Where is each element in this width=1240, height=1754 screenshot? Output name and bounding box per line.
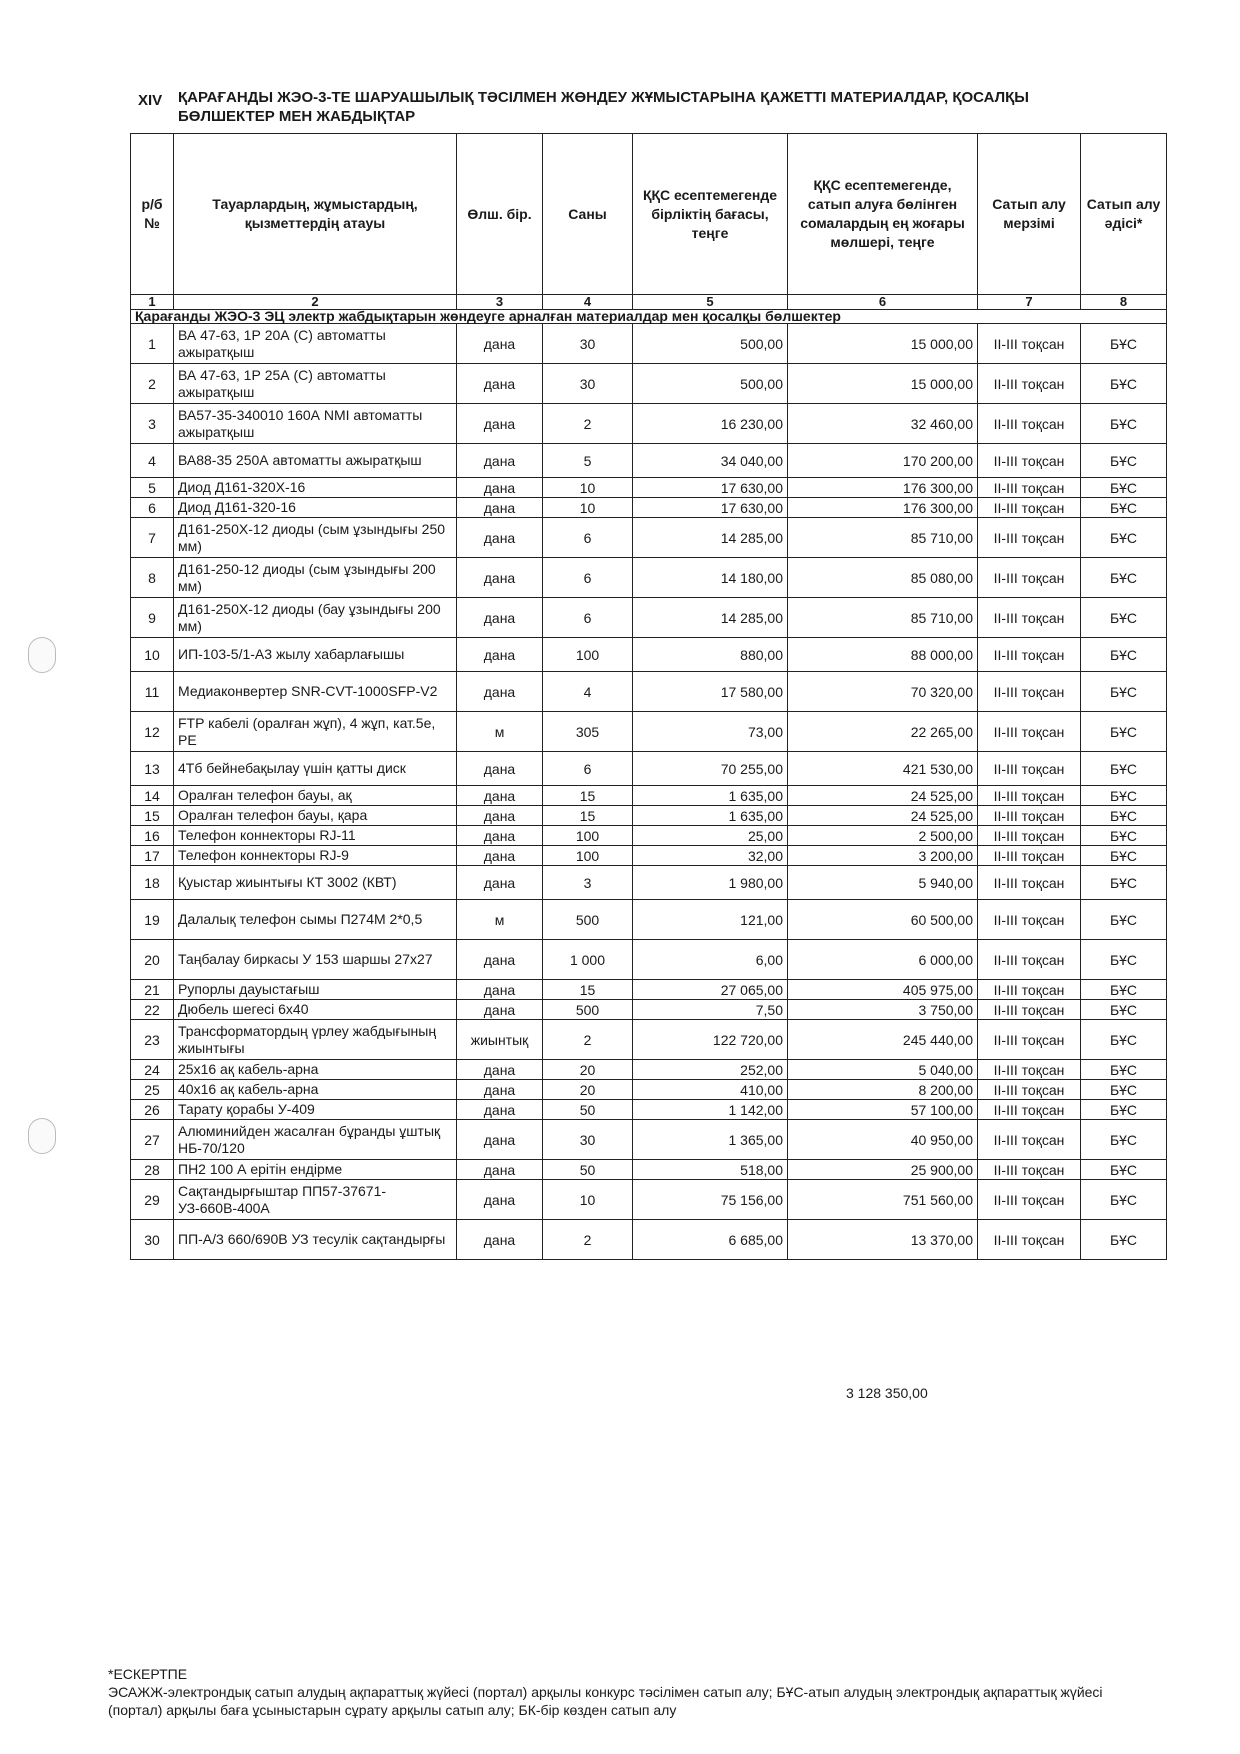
row-number: 12 <box>131 712 174 752</box>
table-row <box>131 518 1167 558</box>
row-number: 23 <box>131 1020 174 1060</box>
item-unit: дана <box>457 444 543 478</box>
item-total: 25 900,00 <box>788 1160 978 1180</box>
item-name: ПП-А/3 660/690В УЗ тесулік сақтандырғы <box>174 1220 457 1260</box>
item-total: 40 950,00 <box>788 1120 978 1160</box>
item-quantity: 5 <box>543 444 633 478</box>
table-row <box>131 364 1167 404</box>
table-row <box>131 638 1167 672</box>
item-name: Далалық телефон сымы П274М 2*0,5 <box>174 900 457 940</box>
item-method: БҰС <box>1081 672 1167 712</box>
row-number: 27 <box>131 1120 174 1160</box>
item-term: ІІ-ІІІ тоқсан <box>978 846 1081 866</box>
item-unit-price: 73,00 <box>633 712 788 752</box>
item-method: БҰС <box>1081 712 1167 752</box>
item-total: 85 080,00 <box>788 558 978 598</box>
item-term: ІІ-ІІІ тоқсан <box>978 518 1081 558</box>
footnote-text: ЭСАЖЖ-электрондық сатып алудың ақпараттық жүйесі (портал) арқылы конкурс тәсілімен сатып алу; БҰС-атып алудың электрондық ақпараттық жүйесі (портал) арқылы баға ұсыныстарын сұрату арқылы сатып алу; БК-бір көзден сатып алу <box>108 1684 1103 1718</box>
row-number: 3 <box>131 404 174 444</box>
item-method: БҰС <box>1081 1080 1167 1100</box>
item-name: ВА 47-63, 1Р 20А (С) автоматты ажыратқыш <box>174 324 457 364</box>
item-unit: дана <box>457 1080 543 1100</box>
item-total: 5 040,00 <box>788 1060 978 1080</box>
item-unit-price: 25,00 <box>633 826 788 846</box>
item-unit: дана <box>457 498 543 518</box>
item-total: 2 500,00 <box>788 826 978 846</box>
document-title: ҚАРАҒАНДЫ ЖЭО-3-ТЕ ШАРУАШЫЛЫҚ ТӘСІЛМЕН ЖӨНДЕУ ЖҰМЫСТАРЫНА ҚАЖЕТТІ МАТЕРИАЛДАР, ҚОСАЛҚЫ БӨЛШЕКТЕР МЕН ЖАБДЫҚТАР <box>178 89 1029 125</box>
item-unit-price: 1 365,00 <box>633 1120 788 1160</box>
table-row <box>131 404 1167 444</box>
item-name: Оралған телефон бауы, қара <box>174 806 457 826</box>
table-row <box>131 1220 1167 1260</box>
column-number: 2 <box>174 295 457 310</box>
grand-total: 3 128 350,00 <box>846 1385 928 1401</box>
item-method: БҰС <box>1081 846 1167 866</box>
item-quantity: 100 <box>543 826 633 846</box>
item-unit: дана <box>457 786 543 806</box>
item-total: 32 460,00 <box>788 404 978 444</box>
item-method: БҰС <box>1081 404 1167 444</box>
column-number: 8 <box>1081 295 1167 310</box>
table-row <box>131 712 1167 752</box>
table-row <box>131 752 1167 786</box>
item-unit: дана <box>457 558 543 598</box>
table-row <box>131 598 1167 638</box>
item-term: ІІ-ІІІ тоқсан <box>978 940 1081 980</box>
item-unit: дана <box>457 1160 543 1180</box>
row-number: 11 <box>131 672 174 712</box>
item-method: БҰС <box>1081 866 1167 900</box>
table-row <box>131 940 1167 980</box>
table-row <box>131 826 1167 846</box>
table-row <box>131 866 1167 900</box>
item-quantity: 15 <box>543 980 633 1000</box>
item-method: БҰС <box>1081 638 1167 672</box>
item-method: БҰС <box>1081 1060 1167 1080</box>
item-unit-price: 14 285,00 <box>633 598 788 638</box>
row-number: 24 <box>131 1060 174 1080</box>
item-unit-price: 1 635,00 <box>633 786 788 806</box>
item-method: БҰС <box>1081 598 1167 638</box>
row-number: 6 <box>131 498 174 518</box>
item-quantity: 500 <box>543 900 633 940</box>
item-method: БҰС <box>1081 478 1167 498</box>
item-quantity: 3 <box>543 866 633 900</box>
item-term: ІІ-ІІІ тоқсан <box>978 980 1081 1000</box>
item-term: ІІ-ІІІ тоқсан <box>978 786 1081 806</box>
header-cell-term: Сатып алу мерзімі <box>978 134 1081 295</box>
item-term: ІІ-ІІІ тоқсан <box>978 364 1081 404</box>
item-term: ІІ-ІІІ тоқсан <box>978 1160 1081 1180</box>
item-method: БҰС <box>1081 364 1167 404</box>
item-term: ІІ-ІІІ тоқсан <box>978 1060 1081 1080</box>
item-quantity: 50 <box>543 1100 633 1120</box>
item-unit-price: 500,00 <box>633 364 788 404</box>
item-name: Д161-250Х-12 диоды (сым ұзындығы 250 мм) <box>174 518 457 558</box>
table-row <box>131 672 1167 712</box>
item-unit-price: 500,00 <box>633 324 788 364</box>
item-unit-price: 1 142,00 <box>633 1100 788 1120</box>
item-unit-price: 32,00 <box>633 846 788 866</box>
column-number: 6 <box>788 295 978 310</box>
item-total: 245 440,00 <box>788 1020 978 1060</box>
row-number: 29 <box>131 1180 174 1220</box>
item-unit: дана <box>457 1060 543 1080</box>
row-number: 10 <box>131 638 174 672</box>
row-number: 2 <box>131 364 174 404</box>
punch-hole <box>28 1118 56 1154</box>
item-total: 3 750,00 <box>788 1000 978 1020</box>
item-method: БҰС <box>1081 1220 1167 1260</box>
column-number: 3 <box>457 295 543 310</box>
item-quantity: 50 <box>543 1160 633 1180</box>
table-row <box>131 900 1167 940</box>
item-quantity: 2 <box>543 1220 633 1260</box>
item-term: ІІ-ІІІ тоқсан <box>978 712 1081 752</box>
item-name: Дюбель шегесі 6х40 <box>174 1000 457 1020</box>
row-number: 7 <box>131 518 174 558</box>
item-total: 24 525,00 <box>788 806 978 826</box>
table-row <box>131 1080 1167 1100</box>
row-number: 1 <box>131 324 174 364</box>
item-term: ІІ-ІІІ тоқсан <box>978 900 1081 940</box>
item-quantity: 10 <box>543 498 633 518</box>
item-unit: дана <box>457 478 543 498</box>
item-name: ВА57-35-340010 160А NMI автоматты ажыратқыш <box>174 404 457 444</box>
item-name: 25х16 ақ кабель-арна <box>174 1060 457 1080</box>
item-unit: дана <box>457 364 543 404</box>
punch-hole <box>28 637 56 673</box>
item-quantity: 15 <box>543 786 633 806</box>
item-unit: дана <box>457 1120 543 1160</box>
item-name: ПН2 100 А ерітін ендірме <box>174 1160 457 1180</box>
row-number: 19 <box>131 900 174 940</box>
item-quantity: 30 <box>543 1120 633 1160</box>
table-row <box>131 806 1167 826</box>
table-row <box>131 846 1167 866</box>
item-term: ІІ-ІІІ тоқсан <box>978 558 1081 598</box>
item-method: БҰС <box>1081 806 1167 826</box>
item-unit-price: 14 285,00 <box>633 518 788 558</box>
item-term: ІІ-ІІІ тоқсан <box>978 752 1081 786</box>
table-row <box>131 980 1167 1000</box>
item-name: 4Тб бейнебақылау үшін қатты диск <box>174 752 457 786</box>
item-total: 15 000,00 <box>788 324 978 364</box>
item-unit-price: 70 255,00 <box>633 752 788 786</box>
row-number: 5 <box>131 478 174 498</box>
item-unit: м <box>457 900 543 940</box>
item-term: ІІ-ІІІ тоқсан <box>978 498 1081 518</box>
item-quantity: 6 <box>543 518 633 558</box>
table-row <box>131 498 1167 518</box>
item-unit: дана <box>457 1180 543 1220</box>
item-unit-price: 34 040,00 <box>633 444 788 478</box>
table-row <box>131 558 1167 598</box>
item-name: Медиаконвертер SNR-CVT-1000SFP-V2 <box>174 672 457 712</box>
item-unit: дана <box>457 826 543 846</box>
item-method: БҰС <box>1081 1180 1167 1220</box>
item-unit-price: 75 156,00 <box>633 1180 788 1220</box>
item-term: ІІ-ІІІ тоқсан <box>978 1100 1081 1120</box>
item-unit: дана <box>457 518 543 558</box>
item-name: Трансформатордың үрлеу жабдығының жиынтығы <box>174 1020 457 1060</box>
item-unit-price: 17 630,00 <box>633 478 788 498</box>
item-unit-price: 252,00 <box>633 1060 788 1080</box>
row-number: 8 <box>131 558 174 598</box>
item-unit-price: 6 685,00 <box>633 1220 788 1260</box>
row-number: 15 <box>131 806 174 826</box>
item-name: Алюминийден жасалған бұранды ұштық НБ-70/120 <box>174 1120 457 1160</box>
table-row <box>131 444 1167 478</box>
item-name: Телефон коннекторы RJ-9 <box>174 846 457 866</box>
item-unit-price: 16 230,00 <box>633 404 788 444</box>
table-body <box>131 295 1167 1260</box>
item-unit-price: 518,00 <box>633 1160 788 1180</box>
item-name: Рупорлы дауыстағыш <box>174 980 457 1000</box>
item-total: 751 560,00 <box>788 1180 978 1220</box>
item-name: Д161-250-12 диоды (сым ұзындығы 200 мм) <box>174 558 457 598</box>
item-unit-price: 6,00 <box>633 940 788 980</box>
item-method: БҰС <box>1081 444 1167 478</box>
item-name: Оралған телефон бауы, ақ <box>174 786 457 806</box>
row-number: 28 <box>131 1160 174 1180</box>
table-header <box>131 134 1167 295</box>
item-term: ІІ-ІІІ тоқсан <box>978 672 1081 712</box>
item-method: БҰС <box>1081 900 1167 940</box>
item-total: 405 975,00 <box>788 980 978 1000</box>
row-number: 9 <box>131 598 174 638</box>
item-total: 13 370,00 <box>788 1220 978 1260</box>
footnote <box>108 1665 1108 1719</box>
item-unit-price: 880,00 <box>633 638 788 672</box>
item-unit: дана <box>457 752 543 786</box>
table-row <box>131 1060 1167 1080</box>
item-quantity: 4 <box>543 672 633 712</box>
header-cell-qty: Саны <box>543 134 633 295</box>
item-quantity: 305 <box>543 712 633 752</box>
item-total: 421 530,00 <box>788 752 978 786</box>
table-row <box>131 1100 1167 1120</box>
item-unit: м <box>457 712 543 752</box>
item-unit-price: 121,00 <box>633 900 788 940</box>
item-total: 15 000,00 <box>788 364 978 404</box>
table-row <box>131 786 1167 806</box>
item-method: БҰС <box>1081 558 1167 598</box>
item-unit-price: 410,00 <box>633 1080 788 1100</box>
item-unit: дана <box>457 404 543 444</box>
item-method: БҰС <box>1081 786 1167 806</box>
table-row <box>131 1020 1167 1060</box>
item-unit-price: 14 180,00 <box>633 558 788 598</box>
item-total: 170 200,00 <box>788 444 978 478</box>
item-method: БҰС <box>1081 498 1167 518</box>
item-name: ВА88-35 250А автоматты ажыратқыш <box>174 444 457 478</box>
item-term: ІІ-ІІІ тоқсан <box>978 1080 1081 1100</box>
item-total: 176 300,00 <box>788 478 978 498</box>
header-cell-total: ҚҚС есептемегенде, сатып алуға бөлінген сомалардың ең жоғары мөлшері, теңге <box>788 134 978 295</box>
item-total: 60 500,00 <box>788 900 978 940</box>
item-method: БҰС <box>1081 1000 1167 1020</box>
item-unit: дана <box>457 672 543 712</box>
item-method: БҰС <box>1081 1120 1167 1160</box>
row-number: 21 <box>131 980 174 1000</box>
item-method: БҰС <box>1081 1160 1167 1180</box>
item-name: Телефон коннекторы RJ-11 <box>174 826 457 846</box>
item-unit: дана <box>457 598 543 638</box>
item-name: FTP кабелі (оралған жұп), 4 жұп, кат.5е, РЕ <box>174 712 457 752</box>
footnote-label: *ЕСКЕРТПЕ <box>108 1666 188 1682</box>
item-total: 85 710,00 <box>788 518 978 558</box>
table-row <box>131 1000 1167 1020</box>
row-number: 4 <box>131 444 174 478</box>
item-quantity: 100 <box>543 638 633 672</box>
item-unit: дана <box>457 866 543 900</box>
item-method: БҰС <box>1081 980 1167 1000</box>
row-number: 16 <box>131 826 174 846</box>
header-cell-name: Тауарлардың, жұмыстардың, қызметтердің атауы <box>174 134 457 295</box>
item-quantity: 6 <box>543 752 633 786</box>
item-name: Тарату қорабы У-409 <box>174 1100 457 1120</box>
item-total: 3 200,00 <box>788 846 978 866</box>
item-quantity: 15 <box>543 806 633 826</box>
item-unit: жиынтық <box>457 1020 543 1060</box>
header-cell-unit-price: ҚҚС есептемегенде бірліктің бағасы, теңге <box>633 134 788 295</box>
item-term: ІІ-ІІІ тоқсан <box>978 806 1081 826</box>
column-number: 5 <box>633 295 788 310</box>
header-cell-method: Сатып алу әдісі* <box>1081 134 1167 295</box>
item-quantity: 20 <box>543 1080 633 1100</box>
column-number: 7 <box>978 295 1081 310</box>
table-row <box>131 324 1167 364</box>
item-name: Д161-250Х-12 диоды (бау ұзындығы 200 мм) <box>174 598 457 638</box>
item-term: ІІ-ІІІ тоқсан <box>978 324 1081 364</box>
item-total: 8 200,00 <box>788 1080 978 1100</box>
table-row <box>131 478 1167 498</box>
item-unit-price: 17 580,00 <box>633 672 788 712</box>
item-quantity: 6 <box>543 598 633 638</box>
item-method: БҰС <box>1081 752 1167 786</box>
item-term: ІІ-ІІІ тоқсан <box>978 1120 1081 1160</box>
item-quantity: 30 <box>543 364 633 404</box>
column-number: 4 <box>543 295 633 310</box>
item-total: 85 710,00 <box>788 598 978 638</box>
item-name: Таңбалау биркасы У 153 шаршы 27х27 <box>174 940 457 980</box>
item-name: Қуыстар жиынтығы КТ 3002 (КВТ) <box>174 866 457 900</box>
item-term: ІІ-ІІІ тоқсан <box>978 826 1081 846</box>
item-name: Сақтандырғыштар ПП57-37671-УЗ-660В-400А <box>174 1180 457 1220</box>
row-number: 14 <box>131 786 174 806</box>
item-term: ІІ-ІІІ тоқсан <box>978 1020 1081 1060</box>
item-term: ІІ-ІІІ тоқсан <box>978 598 1081 638</box>
item-term: ІІ-ІІІ тоқсан <box>978 1000 1081 1020</box>
item-unit: дана <box>457 1220 543 1260</box>
table-row <box>131 1160 1167 1180</box>
item-quantity: 10 <box>543 1180 633 1220</box>
row-number: 26 <box>131 1100 174 1120</box>
item-term: ІІ-ІІІ тоқсан <box>978 1180 1081 1220</box>
row-number: 30 <box>131 1220 174 1260</box>
item-quantity: 500 <box>543 1000 633 1020</box>
item-unit-price: 1 635,00 <box>633 806 788 826</box>
item-quantity: 2 <box>543 404 633 444</box>
item-total: 57 100,00 <box>788 1100 978 1120</box>
item-quantity: 2 <box>543 1020 633 1060</box>
item-method: БҰС <box>1081 324 1167 364</box>
group-title-row <box>131 310 1167 324</box>
header-cell-unit: Өлш. бір. <box>457 134 543 295</box>
row-number: 25 <box>131 1080 174 1100</box>
item-method: БҰС <box>1081 518 1167 558</box>
item-term: ІІ-ІІІ тоқсан <box>978 478 1081 498</box>
item-total: 176 300,00 <box>788 498 978 518</box>
item-unit: дана <box>457 324 543 364</box>
row-number: 20 <box>131 940 174 980</box>
item-unit: дана <box>457 940 543 980</box>
item-unit-price: 17 630,00 <box>633 498 788 518</box>
item-name: 40х16 ақ кабель-арна <box>174 1080 457 1100</box>
item-method: БҰС <box>1081 1100 1167 1120</box>
table-row <box>131 1120 1167 1160</box>
item-total: 88 000,00 <box>788 638 978 672</box>
row-number: 17 <box>131 846 174 866</box>
item-unit-price: 1 980,00 <box>633 866 788 900</box>
row-number: 22 <box>131 1000 174 1020</box>
item-unit: дана <box>457 846 543 866</box>
item-method: БҰС <box>1081 940 1167 980</box>
item-method: БҰС <box>1081 826 1167 846</box>
item-total: 5 940,00 <box>788 866 978 900</box>
item-term: ІІ-ІІІ тоқсан <box>978 444 1081 478</box>
group-title: Қарағанды ЖЭО-3 ЭЦ электр жабдықтарын жөндеуге арналған материалдар мен қосалқы бөлшектер <box>131 310 1167 324</box>
item-name: Диод Д161-320-16 <box>174 498 457 518</box>
item-unit-price: 7,50 <box>633 1000 788 1020</box>
item-term: ІІ-ІІІ тоқсан <box>978 1220 1081 1260</box>
item-quantity: 100 <box>543 846 633 866</box>
table-row <box>131 1180 1167 1220</box>
item-total: 24 525,00 <box>788 786 978 806</box>
item-name: ИП-103-5/1-А3 жылу хабарлағышы <box>174 638 457 672</box>
section-number: XIV <box>138 92 163 109</box>
row-number: 13 <box>131 752 174 786</box>
item-quantity: 30 <box>543 324 633 364</box>
column-number: 1 <box>131 295 174 310</box>
item-term: ІІ-ІІІ тоқсан <box>978 866 1081 900</box>
item-term: ІІ-ІІІ тоқсан <box>978 404 1081 444</box>
item-method: БҰС <box>1081 1020 1167 1060</box>
item-quantity: 6 <box>543 558 633 598</box>
item-unit: дана <box>457 1000 543 1020</box>
item-term: ІІ-ІІІ тоқсан <box>978 638 1081 672</box>
item-quantity: 10 <box>543 478 633 498</box>
item-name: Диод Д161-320Х-16 <box>174 478 457 498</box>
item-unit: дана <box>457 638 543 672</box>
item-unit-price: 27 065,00 <box>633 980 788 1000</box>
materials-table <box>130 133 1167 1260</box>
item-quantity: 20 <box>543 1060 633 1080</box>
item-total: 70 320,00 <box>788 672 978 712</box>
item-unit: дана <box>457 806 543 826</box>
item-total: 6 000,00 <box>788 940 978 980</box>
item-unit-price: 122 720,00 <box>633 1020 788 1060</box>
item-quantity: 1 000 <box>543 940 633 980</box>
item-unit: дана <box>457 1100 543 1120</box>
row-number: 18 <box>131 866 174 900</box>
item-name: ВА 47-63, 1Р 25А (С) автоматты ажыратқыш <box>174 364 457 404</box>
item-unit: дана <box>457 980 543 1000</box>
item-total: 22 265,00 <box>788 712 978 752</box>
header-cell-no: р/б № <box>131 134 174 295</box>
